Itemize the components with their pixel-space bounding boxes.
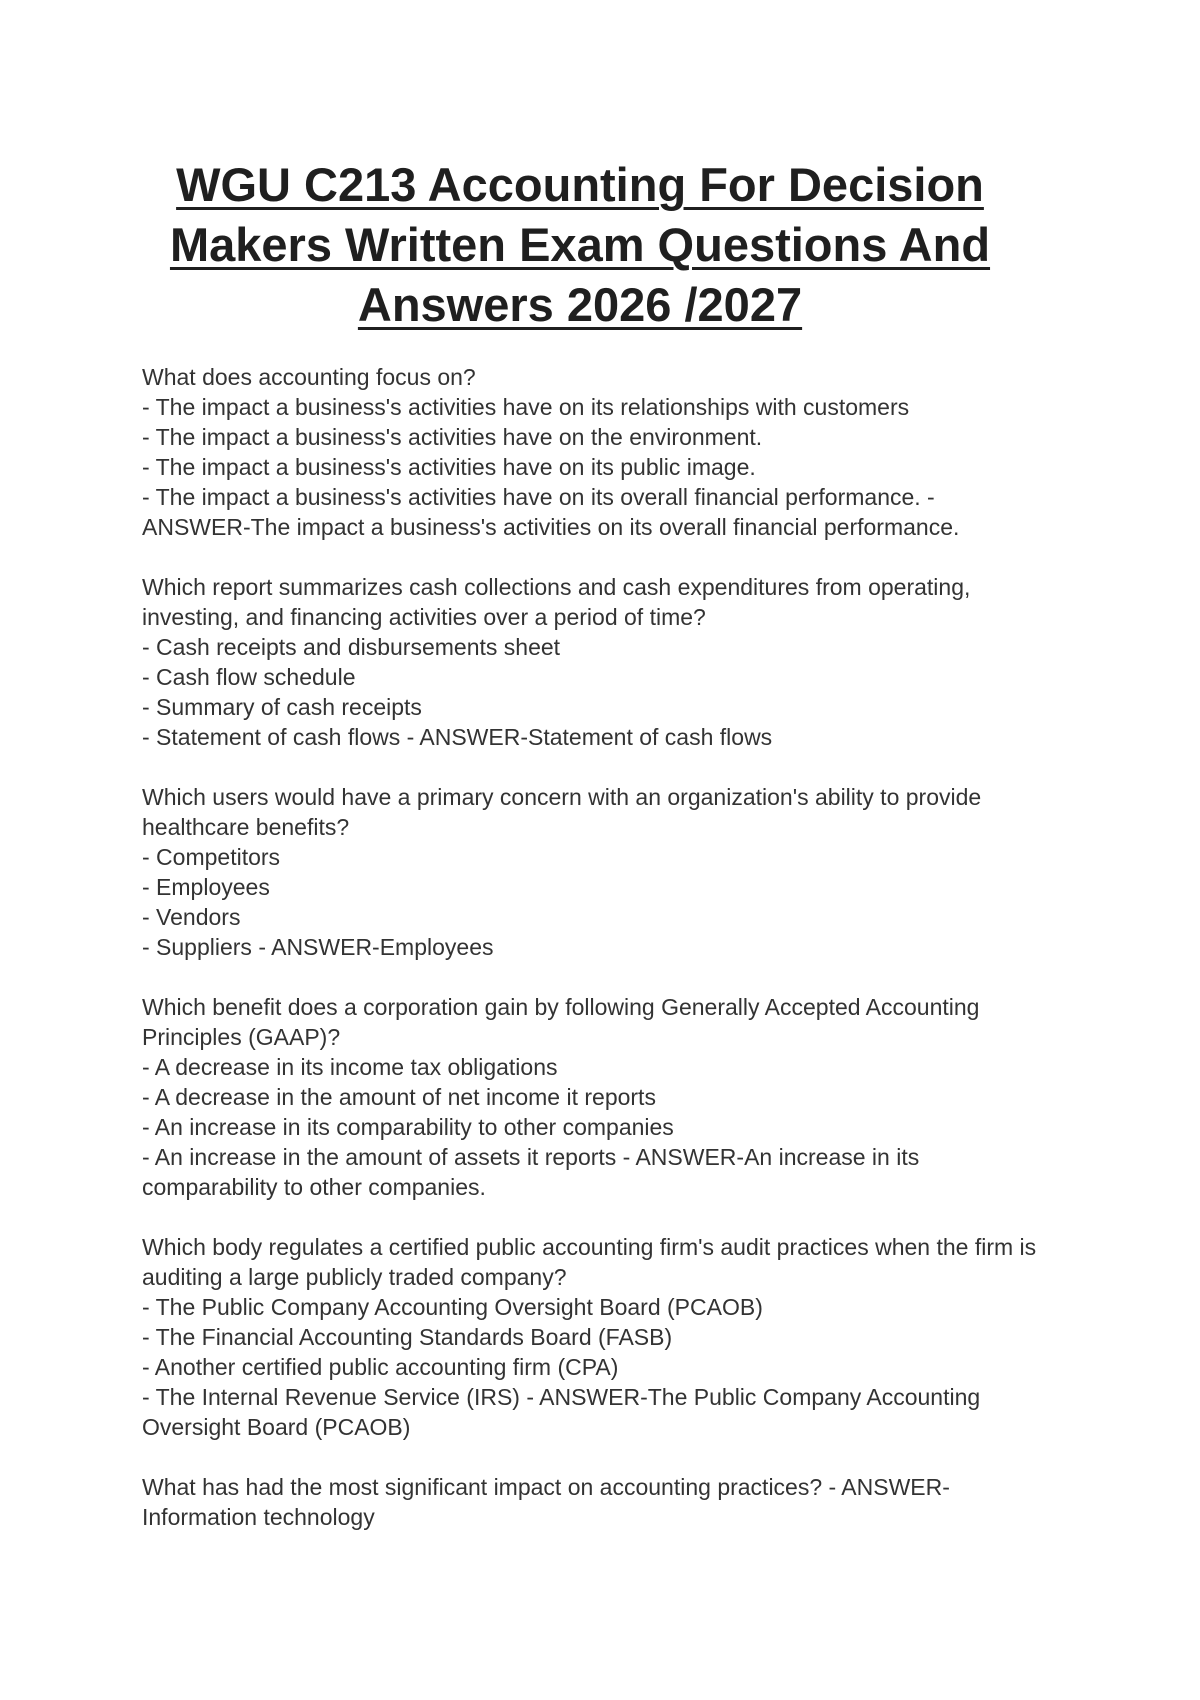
option-line: - Another certified public accounting firm (CPA) — [142, 1354, 619, 1380]
question-line: Which benefit does a corporation gain by following Generally Accepted Accounting — [142, 994, 980, 1020]
option-line: - An increase in the amount of assets it reports - ANSWER-An increase in its — [142, 1144, 920, 1170]
question-line: What does accounting focus on? — [142, 364, 476, 390]
option-line: - The Public Company Accounting Oversight Board (PCAOB) — [142, 1294, 763, 1320]
qa-item — [142, 362, 1092, 542]
option-line: - An increase in its comparability to other companies — [142, 1114, 674, 1140]
option-line: - The impact a business's activities have on its relationships with customers — [142, 394, 910, 420]
answer-line: Information technology — [142, 1504, 375, 1530]
answer-line: - Statement of cash flows - ANSWER-Statement of cash flows — [142, 724, 773, 750]
option-line: - Cash flow schedule — [142, 664, 356, 690]
question-line: investing, and financing activities over a period of time? — [142, 604, 706, 630]
qa-item — [142, 782, 1092, 962]
document-title: WGU C213 Accounting For Decision Makers Written Exam Questions And Answers 2026 /2027 — [169, 158, 991, 331]
question-line: Principles (GAAP)? — [142, 1024, 341, 1050]
option-line: - A decrease in its income tax obligations — [142, 1054, 558, 1080]
option-line: - A decrease in the amount of net income it reports — [142, 1084, 656, 1110]
qa-list — [142, 362, 1092, 1562]
qa-item — [142, 992, 1092, 1202]
question-line: Which report summarizes cash collections and cash expenditures from operating, — [142, 574, 971, 600]
qa-item — [142, 572, 1092, 752]
answer-line: - Suppliers - ANSWER-Employees — [142, 934, 494, 960]
option-line: - The impact a business's activities have on its public image. — [142, 454, 756, 480]
question-line: Which body regulates a certified public accounting firm's audit practices when the firm is — [142, 1234, 1037, 1260]
option-line: - Competitors — [142, 844, 281, 870]
question-line: Which users would have a primary concern with an organization's ability to provide — [142, 784, 982, 810]
option-line: - The impact a business's activities have on the environment. — [142, 424, 763, 450]
option-line: - The impact a business's activities have on its overall financial performance. - — [142, 484, 935, 510]
option-line: - Vendors — [142, 904, 241, 930]
qa-item — [142, 1232, 1092, 1442]
option-line: - Employees — [142, 874, 270, 900]
option-line: - Summary of cash receipts — [142, 694, 422, 720]
answer-line: comparability to other companies. — [142, 1174, 486, 1200]
question-line: What has had the most significant impact on accounting practices? - ANSWER- — [142, 1474, 950, 1500]
option-line: - The Internal Revenue Service (IRS) - ANSWER-The Public Company Accounting — [142, 1384, 981, 1410]
option-line: - The Financial Accounting Standards Board (FASB) — [142, 1324, 673, 1350]
answer-line: ANSWER-The impact a business's activities on its overall financial performance. — [142, 514, 960, 540]
question-line: auditing a large publicly traded company? — [142, 1264, 567, 1290]
answer-line: Oversight Board (PCAOB) — [142, 1414, 411, 1440]
question-line: healthcare benefits? — [142, 814, 350, 840]
option-line: - Cash receipts and disbursements sheet — [142, 634, 561, 660]
qa-item — [142, 1472, 1092, 1532]
